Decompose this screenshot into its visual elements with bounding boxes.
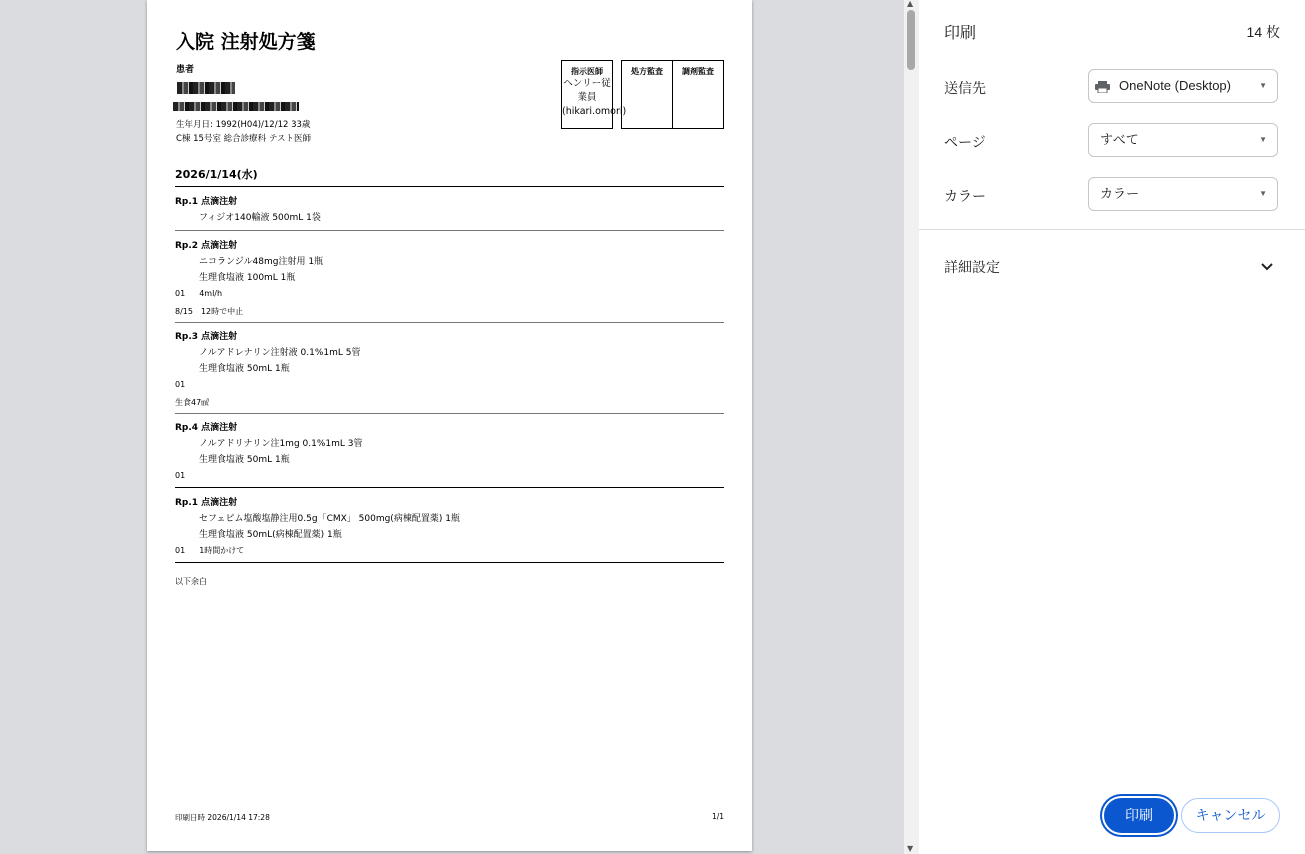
- sheet-count: 14 枚: [1246, 24, 1280, 40]
- pages-select[interactable]: [1088, 123, 1278, 157]
- print-timestamp: 印刷日時 2026/1/14 17:28: [175, 813, 270, 822]
- divider: [175, 562, 724, 563]
- stamp-body: ヘンリー従業員(hikari.omori): [562, 78, 627, 117]
- rp-item: ノルアドレナリン注射液 0.1%1mL 5管: [199, 348, 361, 358]
- stamp-box-dispensing-audit: [672, 60, 724, 129]
- divider: [175, 322, 724, 323]
- preview-page: [147, 0, 752, 851]
- rp-item: ニコランジル48mg注射用 1瓶: [199, 257, 324, 267]
- destination-label: 送信先: [944, 80, 986, 96]
- stamp-header: 指示医師: [571, 67, 603, 76]
- rp-title: Rp.2 点滴注射: [175, 241, 238, 251]
- rp-note: 生食47㎖: [175, 398, 210, 407]
- more-settings-toggle[interactable]: 詳細設定: [944, 259, 1000, 275]
- divider: [175, 230, 724, 231]
- rp-note: 01: [175, 380, 186, 389]
- rp-note: 01: [175, 471, 186, 480]
- destination-select[interactable]: [1088, 69, 1278, 103]
- rp-item: 生理食塩液 50mL 1瓶: [199, 364, 290, 374]
- dropdown-arrow-icon: ▼: [1259, 81, 1267, 90]
- dropdown-arrow-icon: ▼: [1259, 135, 1267, 144]
- patient-label: 患者: [176, 65, 195, 75]
- rp-item: ノルアドリナリン注1mg 0.1%1mL 3管: [199, 439, 363, 449]
- cancel-button[interactable]: キャンセル: [1181, 798, 1280, 833]
- stamp-box-prescription-audit: [621, 60, 673, 129]
- divider: [175, 186, 724, 187]
- pages-label: ページ: [944, 134, 986, 150]
- rp-item: 生理食塩液 50mL(病棟配置薬) 1瓶: [199, 530, 342, 540]
- rp-title: Rp.3 点滴注射: [175, 332, 238, 342]
- scroll-up-icon[interactable]: ▲: [907, 0, 914, 8]
- pages-value: すべて: [1100, 132, 1139, 147]
- rp-title: Rp.4 点滴注射: [175, 423, 238, 433]
- rp-item: セフェピム塩酸塩静注用0.5g「CMX」 500mg(病棟配置薬) 1瓶: [199, 514, 460, 524]
- rp-note: 8/15 12時で中止: [175, 307, 244, 316]
- rp-title: Rp.1 点滴注射: [175, 498, 238, 508]
- print-settings-panel: [919, 0, 1305, 854]
- scrollbar-thumb[interactable]: [907, 10, 915, 70]
- divider: [175, 487, 724, 488]
- document-title: 入院 注射処方箋: [176, 31, 316, 53]
- printer-icon: [1095, 81, 1110, 93]
- page-number: 1/1: [712, 812, 725, 821]
- panel-title: 印刷: [944, 25, 977, 42]
- end-text: 以下余白: [175, 577, 207, 586]
- scroll-down-icon[interactable]: ▼: [907, 844, 914, 853]
- color-label: カラー: [944, 188, 986, 204]
- destination-value: OneNote (Desktop): [1119, 78, 1231, 93]
- divider: [175, 413, 724, 414]
- stamp-header: 調剤監査: [682, 67, 714, 76]
- rp-item: 生理食塩液 50mL 1瓶: [199, 455, 290, 465]
- panel-divider: [919, 229, 1305, 230]
- rp-note: 01 1時間かけて: [175, 546, 245, 555]
- color-select[interactable]: [1088, 177, 1278, 211]
- patient-dob: 生年月日: 1992(H04)/12/12 33歳: [176, 120, 311, 130]
- rp-title: Rp.1 点滴注射: [175, 197, 238, 207]
- rp-note: 01 4ml/h: [175, 289, 223, 298]
- dropdown-arrow-icon: ▼: [1259, 189, 1267, 198]
- preview-scrollbar[interactable]: [904, 0, 919, 854]
- stamp-box-ordering-doctor: [561, 60, 627, 129]
- color-value: カラー: [1100, 186, 1140, 201]
- stamp-header: 処方監査: [631, 67, 663, 76]
- print-button[interactable]: 印刷: [1104, 798, 1174, 833]
- chevron-down-icon[interactable]: [1259, 258, 1275, 274]
- patient-ward: C棟 15号室 総合診療科 テスト医師: [176, 134, 312, 144]
- rp-item: フィジオ140輸液 500mL 1袋: [199, 213, 321, 223]
- rp-item: 生理食塩液 100mL 1瓶: [199, 273, 296, 283]
- date-heading: 2026/1/14(水): [175, 168, 258, 181]
